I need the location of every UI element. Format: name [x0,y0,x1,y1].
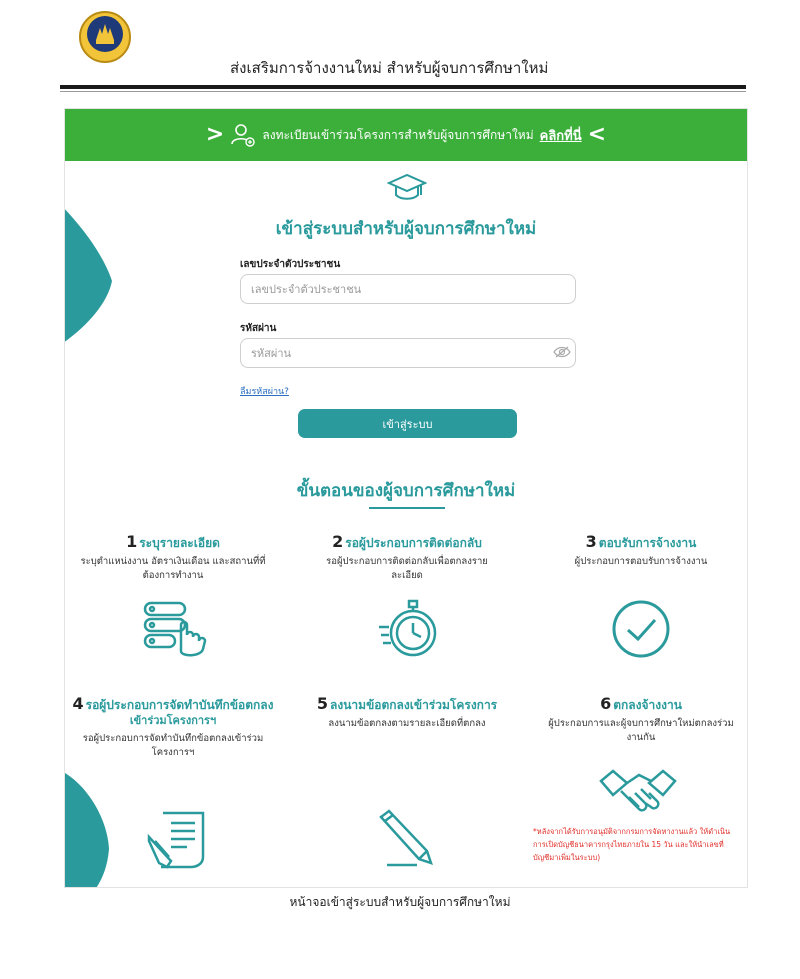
login-title: เข้าสู่ระบบสำหรับผู้จบการศึกษาใหม่ [275,219,537,239]
chevron-left-icon: < [587,122,607,147]
banner-text: ลงทะเบียนเข้าร่วมโครงการสำหรับผู้จบการศึกษาใหม่ [262,127,534,142]
document-pen-icon [145,809,209,871]
steps-title: ขั้นตอนของผู้จบการศึกษาใหม่ [296,481,516,501]
government-seal-logo [78,10,132,64]
decorative-teal-shape-bottom [64,769,117,888]
header-divider-thin [60,91,746,92]
step-number: 3 [585,532,597,551]
password-input[interactable] [240,338,576,368]
password-label: รหัสผ่าน [240,323,277,334]
step-title: รอผู้ประกอบการติดต่อกลับ [345,536,482,550]
stopwatch-icon [377,597,441,661]
id-label: เลขประจำตัวประชาชน [240,259,341,270]
step-1 [65,534,281,583]
step-6 [533,696,748,745]
bank-account-note: *หลังจากได้รับการอนุมัติจากกรมการจัดหางานแล้ว ให้ดำเนินการเปิดบัญชีธนาคารกรุงไทยภายใน 15 วัน และให้นำเลขที่บัญชีมาเพิ่มในระบบ) [533,827,731,862]
step-description: ผู้ประกอบการตอบรับการจ้างงาน [574,556,708,567]
step-2 [299,534,515,583]
step-number: 1 [126,532,138,551]
registration-banner [65,109,747,161]
handshake-icon [599,763,677,819]
step-3 [533,534,748,569]
step-number: 5 [316,694,329,713]
server-hand-icon [141,599,209,661]
step-title-line2: เข้าร่วมโครงการฯ [129,714,217,727]
step-title: ลงนามข้อตกลงเข้าร่วมโครงการ [330,698,498,712]
step-description: ผู้ประกอบการและผู้จบการศึกษาใหม่ตกลงร่วมงานกัน [548,718,734,743]
step-number: 6 [600,694,612,713]
chevron-right-icon: > [205,122,225,147]
step-5 [299,696,515,731]
forgot-password-link[interactable]: ลืมรหัสผ่าน? [240,387,289,397]
step-description: ลงนามข้อตกลงตามรายละเอียดที่ตกลง [328,718,486,729]
step-title: รอผู้ประกอบการจัดทำบันทึกข้อตกลง [85,698,274,712]
figure-caption: หน้าจอเข้าสู่ระบบสำหรับผู้จบการศึกษาใหม่ [289,895,511,909]
checkmark-circle-icon [611,599,671,659]
step-title: ตอบรับการจ้างงาน [598,536,697,550]
register-click-link[interactable]: คลิกที่นี่ [539,128,582,144]
step-number: 4 [72,694,84,713]
show-password-eye-icon[interactable] [553,345,571,359]
step-title: ระบุรายละเอียด [139,536,220,550]
document-title: ส่งเสริมการจ้างงานใหม่ สำหรับผู้จบการศึกษาใหม่ [230,59,549,77]
pen-icon [377,807,439,869]
login-button[interactable]: เข้าสู่ระบบ [298,409,517,438]
step-number: 2 [332,532,344,551]
graduation-cap-icon [387,171,427,205]
step-description: ระบุตำแหน่งงาน อัตราเงินเดือน และสถานที่ที่ต้องการทำงาน [80,556,266,581]
national-id-input[interactable] [240,274,576,304]
step-description: รอผู้ประกอบการติดต่อกลับเพื่อตกลงรายละเอียด [326,556,488,581]
screenshot-frame [64,108,748,888]
step-title: ตกลงจ้างงาน [613,698,682,712]
header-divider [60,85,746,89]
add-user-icon [230,122,256,148]
step-description: รอผู้ประกอบการจัดทำบันทึกข้อตกลงเข้าร่วมโครงการฯ [82,733,264,758]
steps-title-underline [369,507,445,509]
step-4 [65,696,281,760]
